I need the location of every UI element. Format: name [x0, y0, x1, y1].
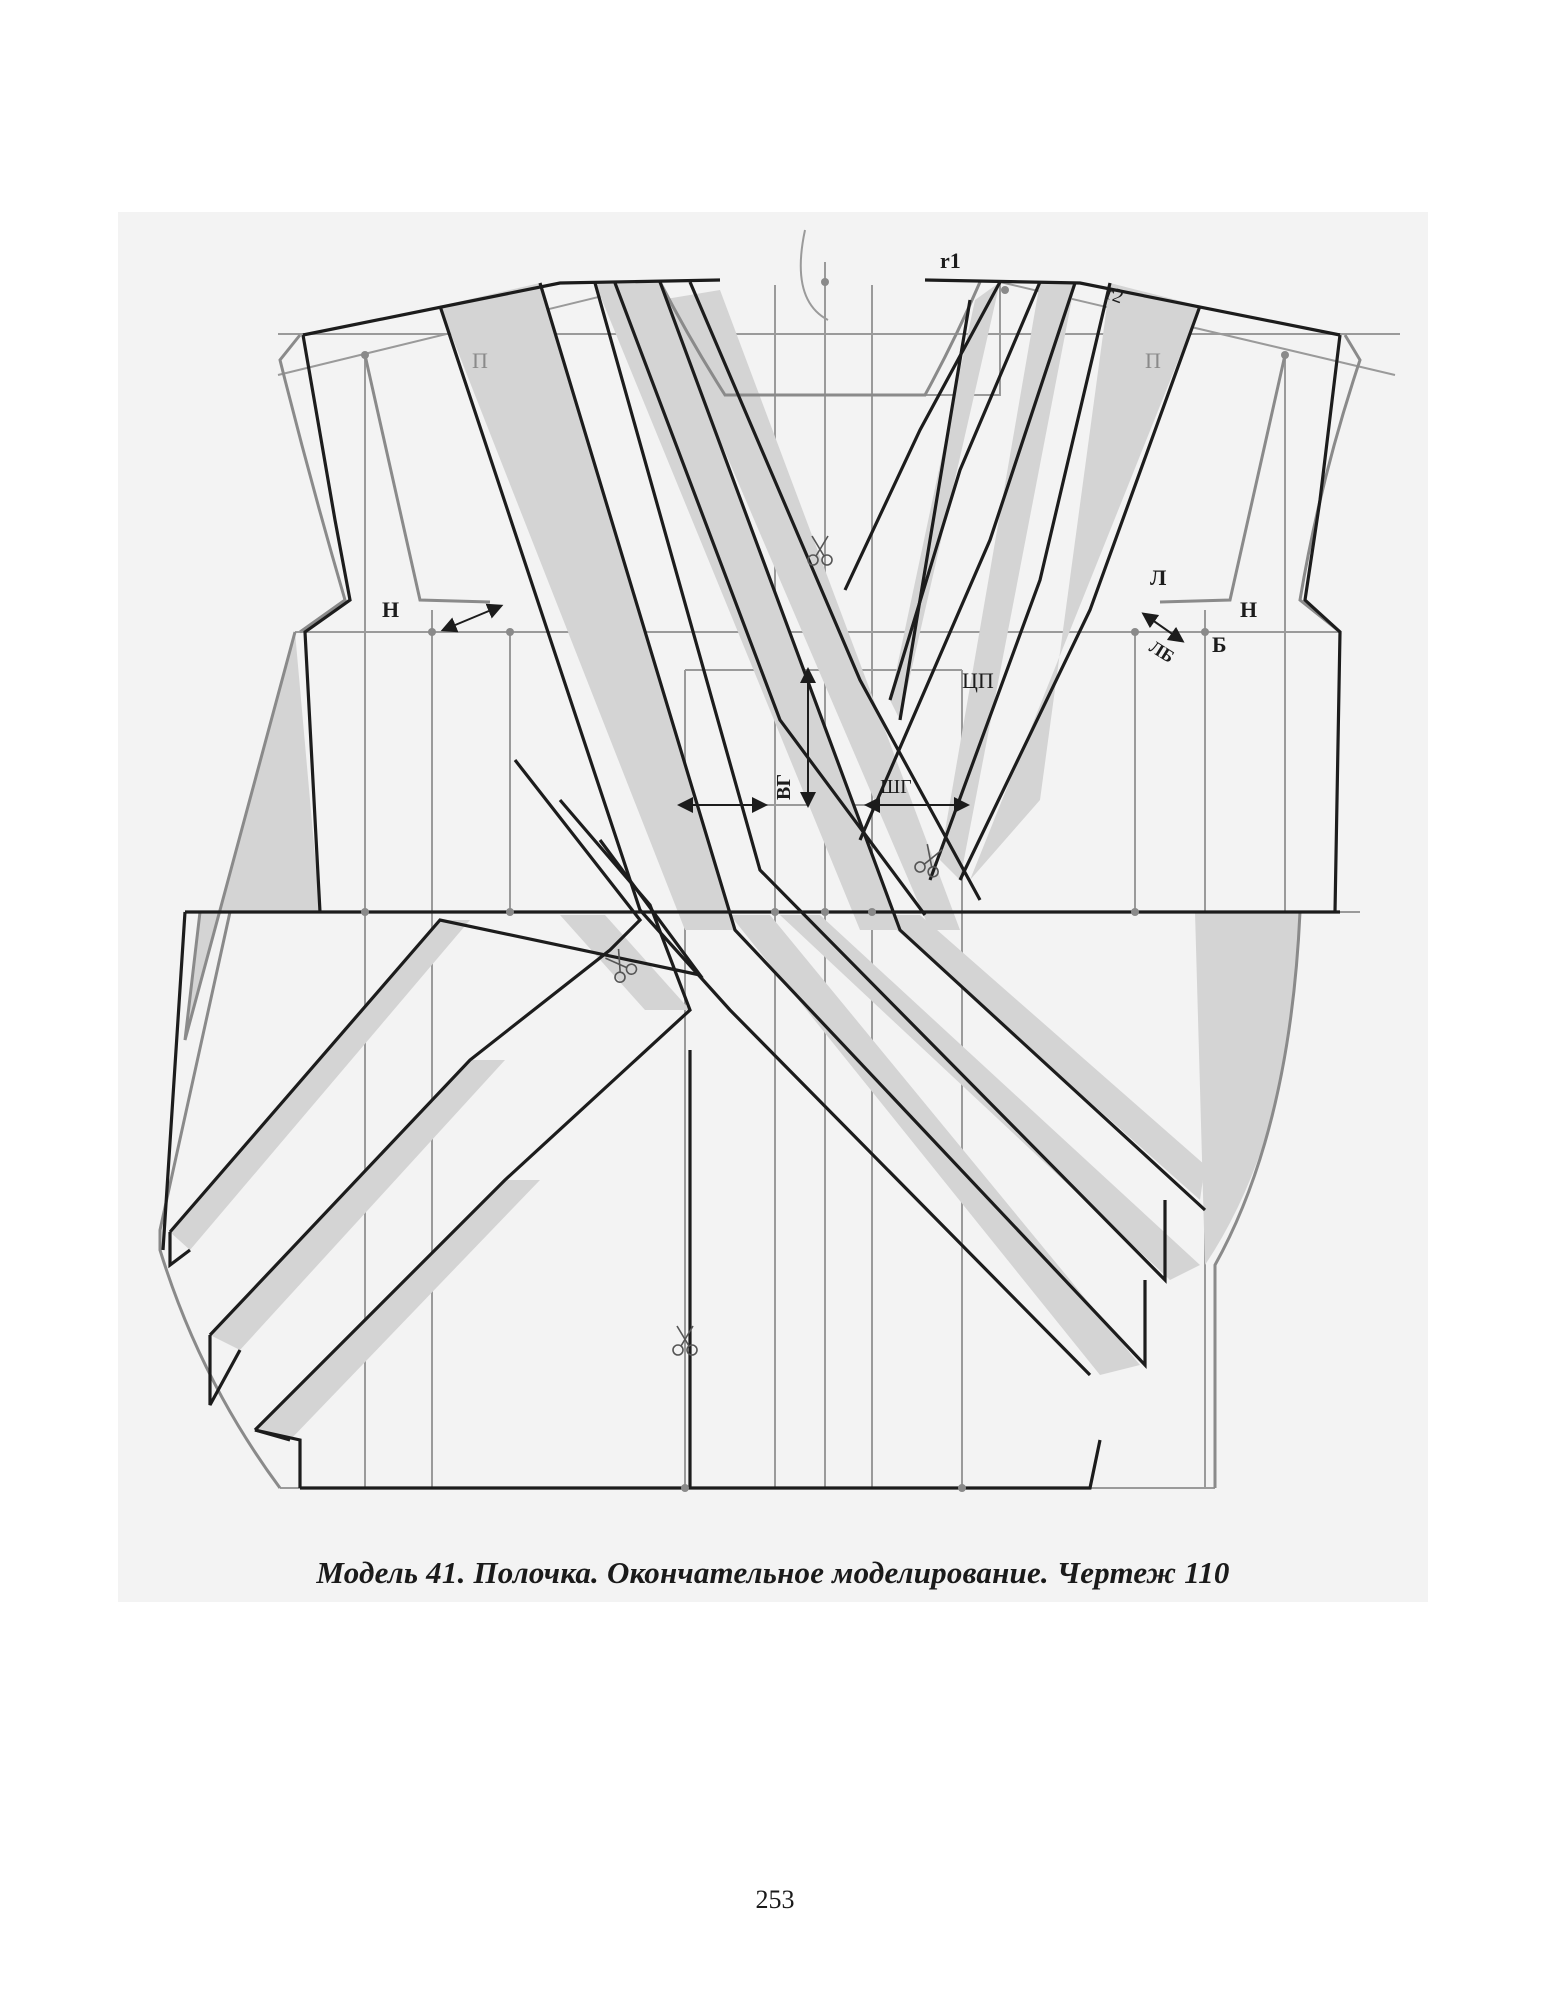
label-left-h: Н	[382, 597, 400, 622]
label-r2: r2	[1103, 282, 1127, 309]
label-shg: ШГ	[880, 776, 912, 798]
label-left-p: П	[472, 348, 488, 373]
label-lb: ЛБ	[1145, 636, 1178, 667]
label-vg: ВГ	[773, 773, 795, 800]
label-cp: ЦП	[962, 668, 994, 693]
construction-grid	[185, 230, 1400, 1488]
label-right-h: Н	[1240, 597, 1258, 622]
label-b: Б	[1212, 632, 1227, 657]
shaded-panels	[170, 282, 1300, 1440]
label-l: Л	[1150, 565, 1167, 590]
page-number: 253	[755, 1885, 795, 1914]
label-right-p: П	[1145, 348, 1161, 373]
label-r1: r1	[940, 248, 961, 273]
figure-caption: Модель 41. Полочка. Окончательное моделирование. Чертеж 110	[316, 1555, 1230, 1590]
